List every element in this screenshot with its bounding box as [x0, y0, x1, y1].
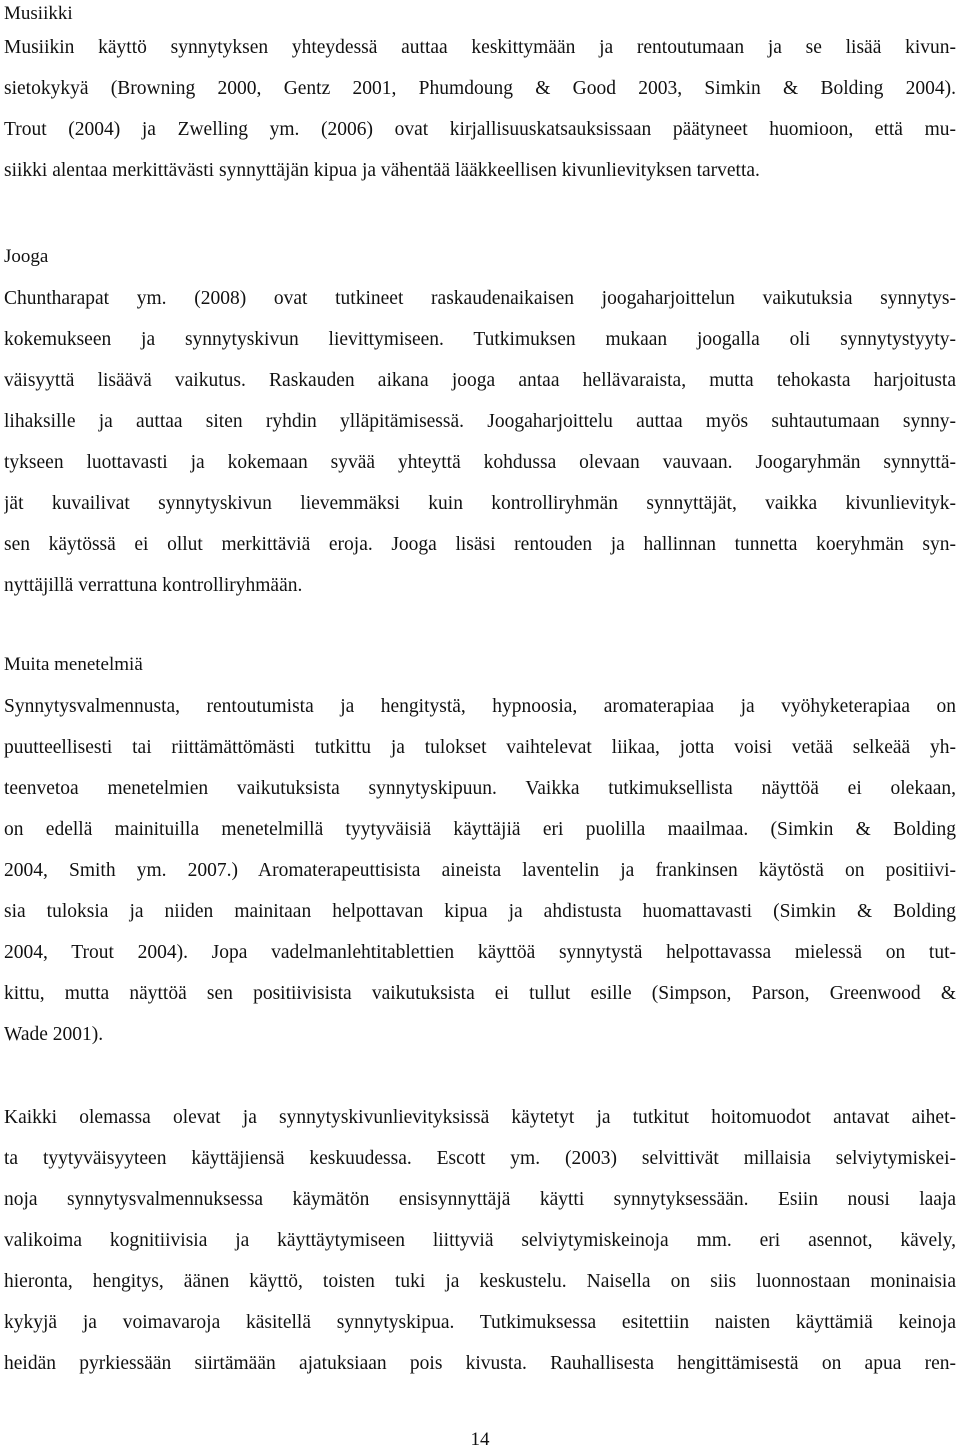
text-line: 2004, Trout 2004). Jopa vadelmanlehtitablettien käyttöä synnytystä helpottavassa mielessä on tut- — [4, 942, 956, 963]
text-line: kittu, mutta näyttöä sen positiivisista vaikutuksista ei tullut esille (Simpson, Parson, Greenwood & — [4, 983, 956, 1004]
text-line: on edellä mainituilla menetelmillä tyytyväisiä käyttäjiä eri puolilla maailmaa. (Simkin & Bolding — [4, 819, 956, 840]
text-line: kykyjä ja voimavaroja käsitellä synnytyskipua. Tutkimuksessa esitettiin naisten käyttämiä keinoja — [4, 1312, 956, 1333]
page-number: 14 — [470, 1429, 490, 1450]
paragraph-musiikki — [4, 27, 956, 191]
text-line: sen käytössä ei ollut merkittäviä eroja. Jooga lisäsi rentouden ja hallinnan tunnetta koeryhmän syn- — [4, 534, 956, 555]
text-line: siikki alentaa merkittävästi synnyttäjän kipua ja vähentää lääkkeellisen kivunlievityksen tarvetta. — [4, 160, 760, 181]
section-heading-musiikki: Musiikki — [4, 3, 73, 24]
text-line: Wade 2001). — [4, 1024, 104, 1045]
paragraph-selviytymiskeinot — [4, 1097, 956, 1384]
text-line: väisyyttä lisäävä vaikutus. Raskauden aikana jooga antaa hellävaraista, mutta tehokasta harjoitusta — [4, 370, 956, 391]
text-line: lihaksille ja auttaa siten ryhdin ylläpitämisessä. Joogaharjoittelu auttaa myös suhtautumaan synny- — [4, 411, 956, 432]
paragraph-muita-menetelmia — [4, 686, 956, 1055]
text-line: Trout (2004) ja Zwelling ym. (2006) ovat kirjallisuuskatsauksissaan päätyneet huomioon, että mu- — [4, 119, 956, 140]
text-line: hieronta, hengitys, äänen käyttö, toisten tuki ja keskustelu. Naisella on siis luonnostaan moninaisia — [4, 1271, 956, 1292]
text-line: Synnytysvalmennusta, rentoutumista ja hengitystä, hypnoosia, aromaterapiaa ja vyöhyketerapiaa on — [4, 696, 956, 717]
text-line: tykseen luottavasti ja kokemaan syvää yhteyttä kohdussa olevaan vauvaan. Joogaryhmän synnyttä- — [4, 452, 956, 473]
text-line: Chuntharapat ym. (2008) ovat tutkineet raskaudenaikaisen joogaharjoittelun vaikutuksia synnytys- — [4, 288, 956, 309]
text-line: Kaikki olemassa olevat ja synnytyskivunlievityksissä käytetyt ja tutkitut hoitomuodot antavat aihet- — [4, 1107, 956, 1128]
text-line: kokemukseen ja synnytyskivun lievittymiseen. Tutkimuksen mukaan joogalla oli synnytystyyty- — [4, 329, 956, 350]
text-line: valikoima kognitiivisia ja käyttäytymiseen liittyviä selviytymiskeinoja mm. eri asennot, kävely, — [4, 1230, 956, 1251]
paragraph-jooga — [4, 278, 956, 606]
text-line: ta tyytyväisyyteen käyttäjiensä keskuudessa. Escott ym. (2003) selvittivät millaisia selviytymiskei- — [4, 1148, 956, 1169]
text-line: heidän pyrkiessään siirtämään ajatuksiaan pois kivusta. Rauhallisesta hengittämisestä on apua ren- — [4, 1353, 956, 1374]
text-line: jät kuvailivat synnytyskivun lievemmäksi kuin kontrolliryhmän synnyttäjät, vaikka kivunlievityk- — [4, 493, 956, 514]
text-line: Musiikin käyttö synnytyksen yhteydessä auttaa keskittymään ja rentoutumaan ja se lisää kivun- — [4, 37, 956, 58]
text-line: nyttäjillä verrattuna kontrolliryhmään. — [4, 575, 303, 596]
text-line: teenvetoa menetelmien vaikutuksista synnytyskipuun. Vaikka tutkimuksellista näyttöä ei olekaan, — [4, 778, 956, 799]
text-line: noja synnytysvalmennuksessa käymätön ensisynnyttäjä käytti synnytyksessään. Esiin nousi laaja — [4, 1189, 956, 1210]
text-line: 2004, Smith ym. 2007.) Aromaterapeuttisista aineista laventelin ja frankinsen käytöstä on positiivi- — [4, 860, 956, 881]
text-line: sia tuloksia ja niiden mainitaan helpottavan kipua ja ahdistusta huomattavasti (Simkin & Bolding — [4, 901, 956, 922]
text-line: sietokykyä (Browning 2000, Gentz 2001, Phumdoung & Good 2003, Simkin & Bolding 2004). — [4, 78, 956, 99]
section-heading-jooga: Jooga — [4, 246, 49, 267]
text-line: puutteellisesti tai riittämättömästi tutkittu ja tulokset vaihtelevat liikaa, jotta voisi vetää selkeää yh- — [4, 737, 956, 758]
section-heading-muita-menetelmia: Muita menetelmiä — [4, 654, 143, 675]
